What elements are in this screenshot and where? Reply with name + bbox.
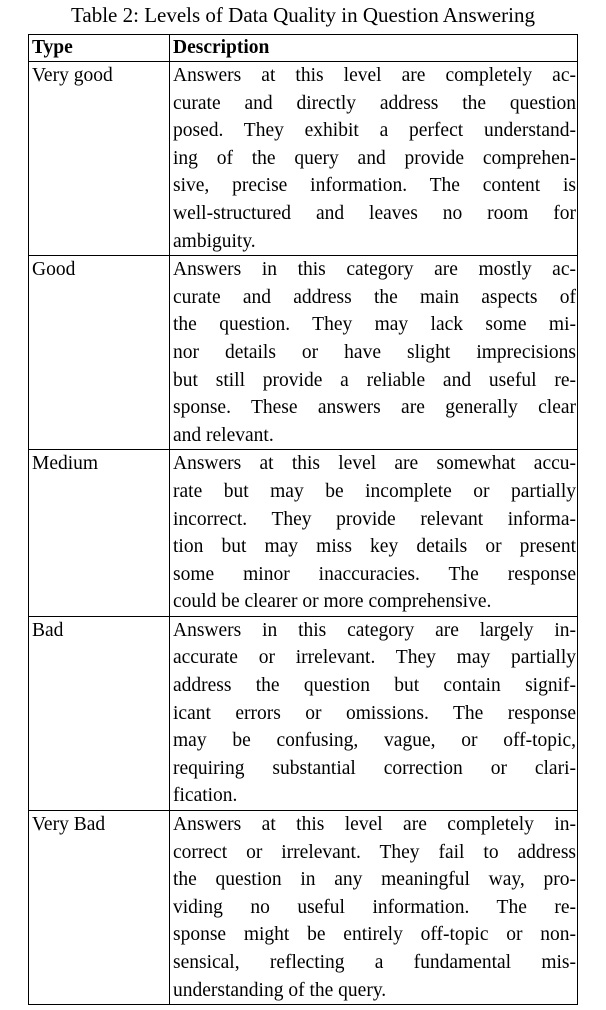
description-line: the question in any meaningful way, pro- [173,869,576,891]
description-line: curate and address the main aspects of [173,286,576,308]
cell-type: Bad [29,616,170,810]
description-line: Answers in this category are largely in- [173,619,576,641]
description-line: icant errors or omissions. The response [173,702,576,724]
cell-type: Very Bad [29,811,170,1005]
table-caption: Table 2: Levels of Data Quality in Question Answering [71,3,535,27]
description-line: rate but may be incomplete or partially [173,480,576,502]
header-description: Description [170,35,578,62]
cell-description [170,256,578,450]
description-line: and relevant. [173,424,274,446]
description-line: sensical, reflecting a fundamental mis- [173,952,576,973]
table-header-row [29,35,578,62]
cell-type: Very good [29,62,170,256]
description-line: viding no useful information. The re- [173,896,576,918]
quality-levels-table [28,34,578,1005]
cell-description [170,811,578,1005]
cell-description [170,616,578,810]
cell-type: Good [29,256,170,450]
description-line: curate and directly address the question [173,92,576,114]
description-line: sive, precise information. The content is [173,175,576,197]
description-line: well-structured and leaves no room for [173,202,576,224]
table-row [29,256,578,450]
cell-description [170,450,578,617]
description-line: correct or irrelevant. They fail to address [173,841,576,863]
description-line: fication. [173,785,238,807]
description-line: sponse might be entirely off-topic or non- [173,924,576,946]
table-row [29,616,578,810]
description-line: requiring substantial correction or clari- [173,757,576,779]
table-row [29,811,578,1005]
table-row [29,62,578,256]
description-line: Answers in this category are mostly ac- [173,259,576,281]
description-line: ambiguity. [173,230,256,252]
description-line: tion but may miss key details or present [173,536,576,558]
description-line: could be clearer or more comprehensive. [173,591,492,613]
description-line: ing of the query and provide comprehen- [173,147,576,169]
description-line: accurate or irrelevant. They may partially [173,647,576,669]
description-line: Answers at this level are completely ac- [173,65,576,86]
description-line: but still provide a reliable and useful re- [173,369,576,391]
cell-description [170,62,578,256]
description-line: sponse. These answers are generally clear [173,397,576,419]
description-line: some minor inaccuracies. The response [173,563,576,585]
description-line: Answers at this level are somewhat accu- [173,453,576,475]
description-line: nor details or have slight imprecisions [173,341,576,363]
header-type: Type [29,35,170,62]
description-line: incorrect. They provide relevant informa- [173,508,576,530]
table-row [29,450,578,617]
description-line: understanding of the query. [173,979,387,1001]
description-line: address the question but contain signif- [173,675,576,697]
cell-type: Medium [29,450,170,617]
description-line: the question. They may lack some mi- [173,314,576,336]
description-line: posed. They exhibit a perfect understand- [173,120,576,142]
description-line: Answers at this level are completely in- [173,814,576,836]
description-line: may be confusing, vague, or off-topic, [173,730,576,752]
